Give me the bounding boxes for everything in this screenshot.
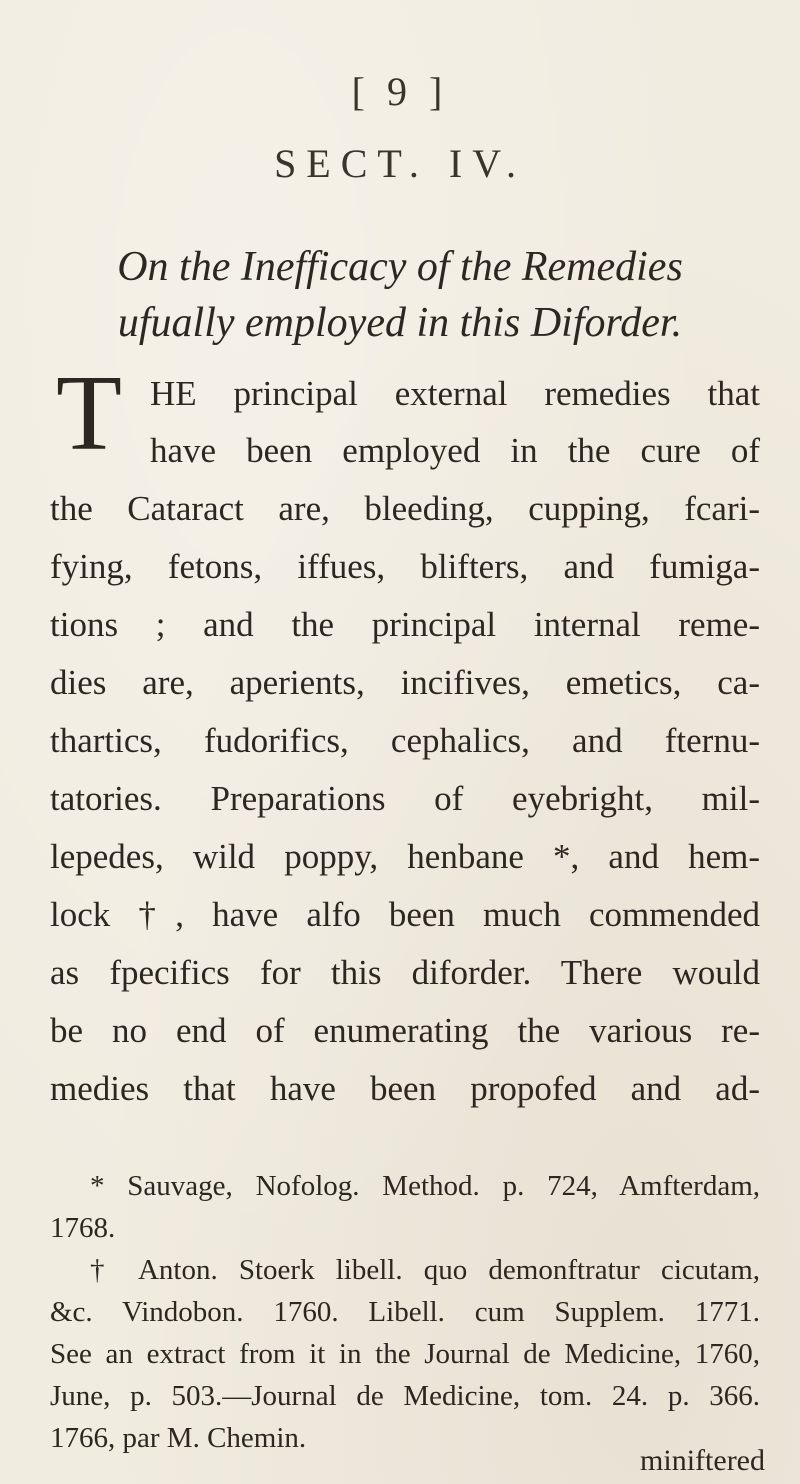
body-line-13: medies that have been propofed and ad- <box>50 1069 760 1108</box>
body-line-8: tatories. Preparations of eyebright, mil- <box>50 779 760 818</box>
title-line-1: On the Inefficacy of the Remedies <box>117 244 683 290</box>
page-number: [ 9 ] <box>351 69 449 114</box>
footnote-line-4: &c. Vindobon. 1760. Libell. cum Supplem. 1771. <box>50 1296 760 1328</box>
drop-cap: T <box>56 354 122 473</box>
body-line-10: lock †, have alfo been much commended <box>50 895 760 934</box>
footnote-line-6: June, p. 503.—Journal de Medicine, tom. 24. p. 366. <box>50 1380 760 1412</box>
body-line-12: be no end of enumerating the various re- <box>50 1011 760 1050</box>
body-line-3: the Cataract are, bleeding, cupping, fcari- <box>50 489 760 528</box>
body-line-4: fying, fetons, iffues, blifters, and fumiga- <box>50 547 760 586</box>
body-line-6: dies are, aperients, incifives, emetics, ca- <box>50 663 760 702</box>
title-line-2: ufually employed in this Diforder. <box>117 300 683 346</box>
body-line-2: have been employed in the cure of <box>150 431 760 470</box>
catchword: miniftered <box>640 1444 765 1477</box>
body-line-7: thartics, fudorifics, cephalics, and fternu- <box>50 721 760 760</box>
footnote-line-2: 1768. <box>50 1212 116 1244</box>
body-line-1: HE principal external remedies that <box>150 374 760 413</box>
footnote-line-7: 1766, par M. Chemin. <box>50 1422 307 1454</box>
footnote-line-5: See an extract from it in the Journal de Medicine, 1760, <box>50 1338 760 1370</box>
body-line-11: as fpecifics for this diforder. There would <box>50 953 760 992</box>
section-heading: SECT. IV. <box>274 141 526 186</box>
body-line-5: tions ; and the principal internal reme- <box>50 605 760 644</box>
footnote-line-1: * Sauvage, Nofolog. Method. p. 724, Amfterdam, <box>90 1170 760 1202</box>
footnote-line-3: † Anton. Stoerk libell. quo demonftratur cicutam, <box>90 1254 760 1286</box>
body-line-9: lepedes, wild poppy, henbane *, and hem- <box>50 837 760 876</box>
